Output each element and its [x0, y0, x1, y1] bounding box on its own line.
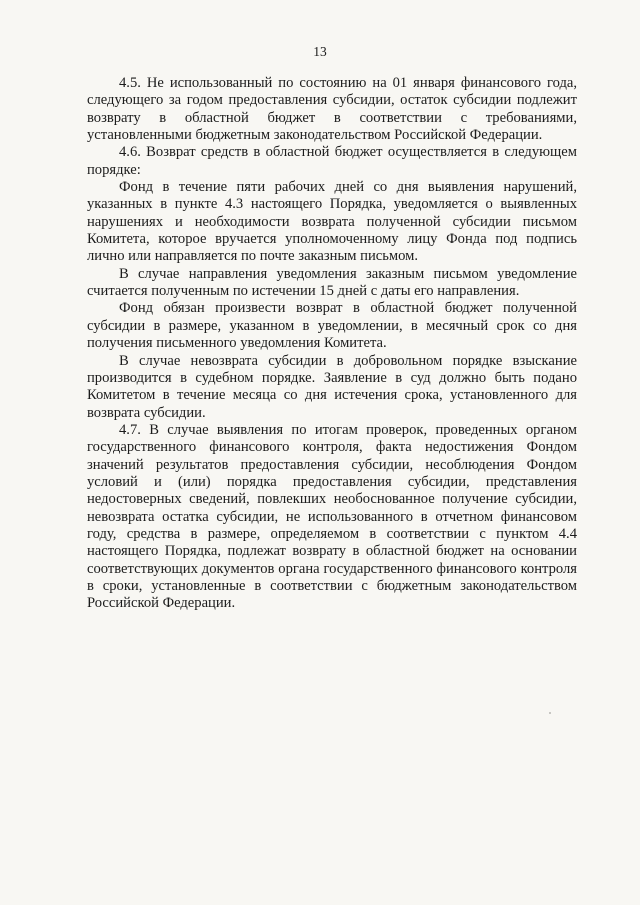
paragraph-registered-mail: В случае направления уведомления заказным письмом уведомление считается полученным по истечении 15 дней с даты его направления. — [87, 265, 577, 300]
paragraph-court-recovery: В случае невозврата субсидии в добровольном порядке взыскание производится в судебном порядке. Заявление в суд должно быть подано Комитетом в течение месяца со дня истечения срока, установленного для возврата субсидии. — [87, 352, 577, 421]
scan-speck — [549, 712, 551, 714]
paragraph-4-7: 4.7. В случае выявления по итогам проверок, проведенных органом государственного финансового контроля, факта недостижения Фондом значений результатов предоставления субсидии, несоблюдения Фондом условий и (или) порядка предоставления субсидии, представления недостоверных сведений, повлекших необоснованное получение субсидии, невозврата остатка субсидии, не использованного в отчетном финансовом году, средства в размере, определяемом в соответствии с пунктом 4.4 настоящего Порядка, подлежат возврату в областной бюджет на основании соответствующих документов органа государственного финансового контроля в сроки, установленные в соответствии с бюджетным законодательством Российской Федерации. — [87, 421, 577, 612]
document-body — [87, 75, 577, 613]
paragraph-4-5: 4.5. Не использованный по состоянию на 01 января финансового года, следующего за годом предоставления субсидии, остаток субсидии подлежит возврату в областной бюджет в соответствии с требованиями, установленными бюджетным законодательством Российской Федерации. — [87, 75, 577, 144]
page-number: 13 — [313, 44, 327, 59]
paragraph-4-6: 4.6. Возврат средств в областной бюджет осуществляется в следующем порядке: — [87, 144, 577, 178]
paragraph-refund-obligation: Фонд обязан произвести возврат в областной бюджет полученной субсидии в размере, указанном в уведомлении, в месячный срок со дня получения письменного уведомления Комитета. — [87, 300, 577, 352]
paragraph-notification: Фонд в течение пяти рабочих дней со дня выявления нарушений, указанных в пункте 4.3 настоящего Порядка, уведомляется о выявленных нарушениях и необходимости возврата полученной субсидии письмом Комитета, которое вручается уполномоченному лицу Фонда под подпись лично или направляется по почте заказным письмом. — [87, 179, 577, 265]
